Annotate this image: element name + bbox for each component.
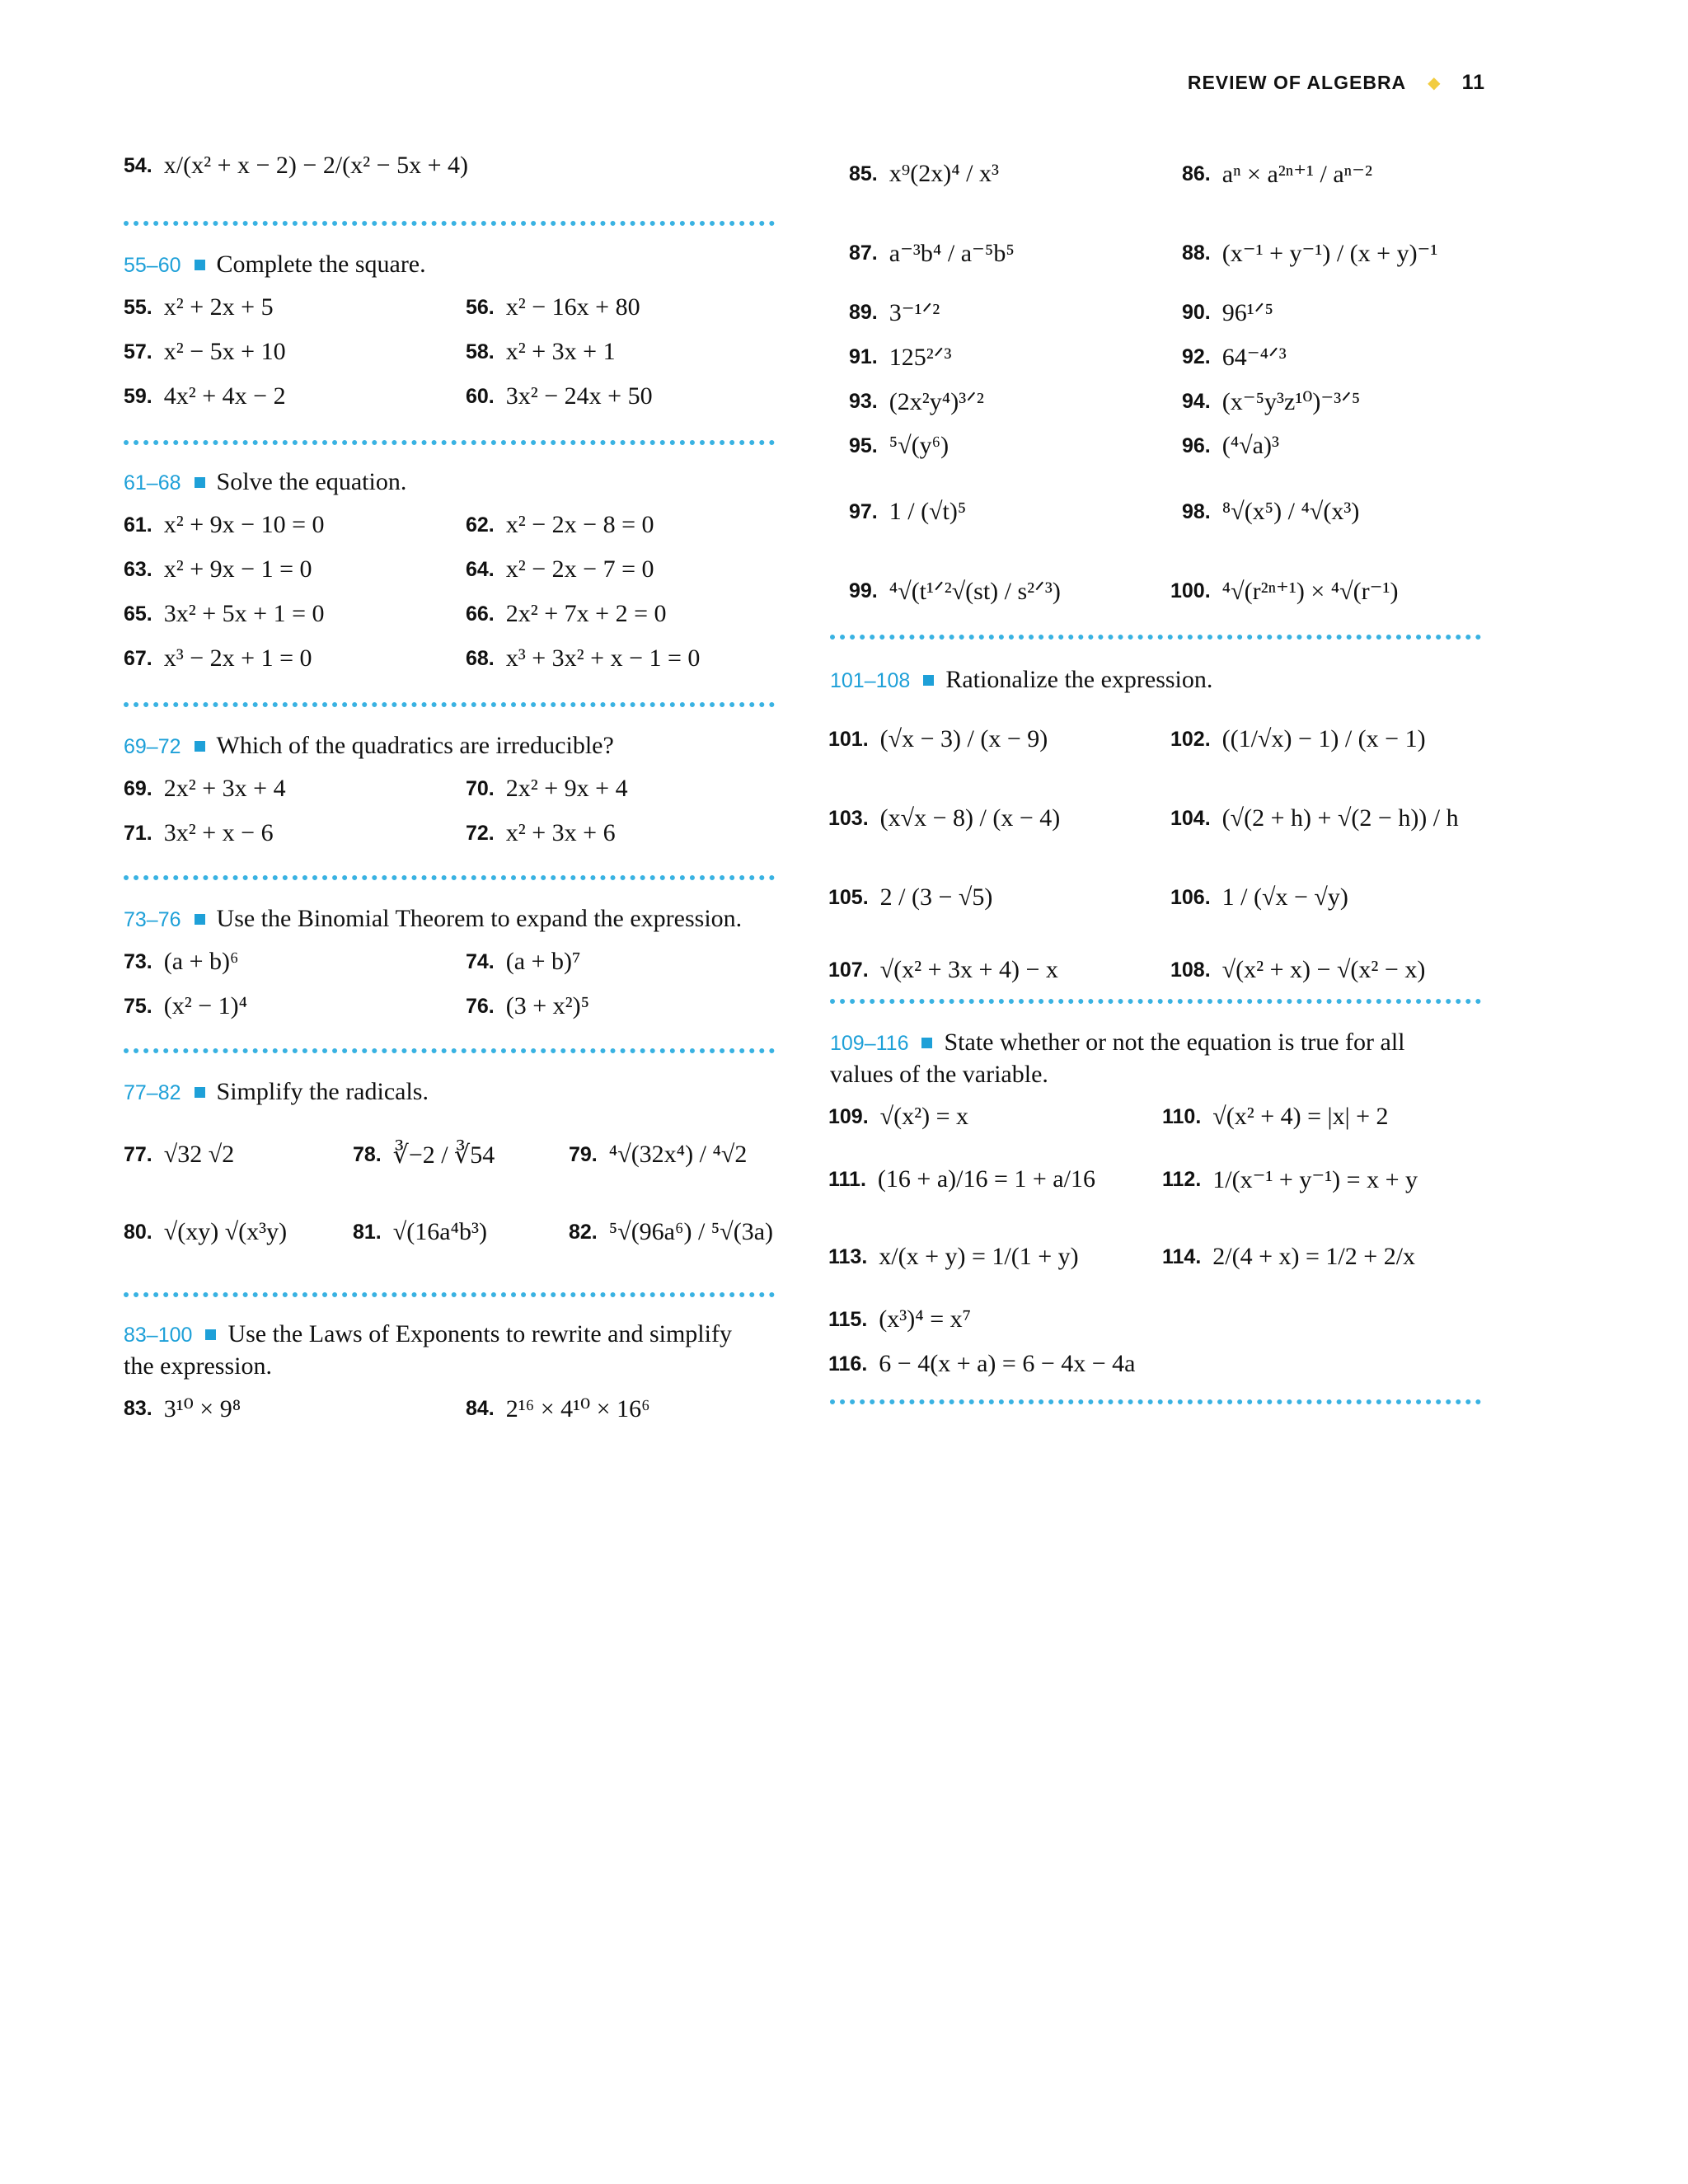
problem-55 — [124, 293, 274, 321]
math-expression: √(x² + 4) = |x| + 2 — [1212, 1103, 1389, 1130]
diamond-icon: ◆ — [1428, 74, 1441, 92]
problem-87 — [849, 239, 1015, 268]
problem-73 — [124, 948, 238, 976]
math-expression: aⁿ × a²ⁿ⁺¹ / aⁿ⁻² — [1221, 161, 1372, 188]
section-divider — [124, 1292, 775, 1297]
problem-92 — [1182, 343, 1287, 372]
math-expression: 2¹⁶ × 4¹⁰ × 16⁶ — [505, 1395, 650, 1422]
problem-number: 89. — [849, 301, 878, 324]
math-expression: 4x² + 4x − 2 — [163, 382, 286, 410]
math-expression: 1 / (√t)⁵ — [889, 498, 967, 525]
problem-60 — [466, 382, 653, 410]
square-bullet-icon — [195, 914, 205, 925]
section-range: 83–100 — [124, 1324, 193, 1347]
math-expression: 2x² + 7x + 2 = 0 — [505, 600, 667, 627]
problem-number: 97. — [849, 499, 878, 523]
section-divider — [124, 1048, 775, 1053]
square-bullet-icon — [195, 477, 205, 488]
math-expression: x² − 2x − 7 = 0 — [505, 555, 654, 583]
problem-108 — [1170, 956, 1425, 984]
problem-number: 83. — [124, 1397, 152, 1420]
problem-96 — [1182, 432, 1279, 460]
math-expression: ⁵√(96a⁶) / ⁵√(3a) — [608, 1218, 773, 1245]
problem-86 — [1182, 160, 1372, 189]
math-expression: ((1/√x) − 1) / (x − 1) — [1221, 725, 1426, 752]
problem-107 — [828, 956, 1058, 984]
problem-113 — [828, 1243, 1079, 1271]
problem-number: 78. — [353, 1143, 382, 1166]
math-expression: 3x² − 24x + 50 — [505, 382, 653, 410]
math-expression: √32 √2 — [163, 1141, 235, 1168]
problem-number: 113. — [828, 1244, 868, 1268]
page-number: 11 — [1461, 71, 1485, 94]
problem-71 — [124, 819, 274, 847]
problem-106 — [1170, 883, 1348, 912]
problem-80 — [124, 1218, 287, 1246]
section-range: 69–72 — [124, 735, 181, 758]
problem-number: 115. — [828, 1307, 868, 1331]
problem-number: 103. — [828, 806, 869, 830]
section-heading-109-116 — [830, 1027, 1465, 1090]
problem-79 — [569, 1141, 747, 1169]
math-expression: ⁵√(y⁶) — [889, 432, 950, 459]
problem-number: 73. — [124, 949, 152, 973]
section-heading-83-100 — [124, 1319, 767, 1382]
square-bullet-icon — [195, 260, 205, 270]
problem-84 — [466, 1394, 650, 1423]
section-heading-77-82 — [124, 1076, 775, 1108]
problem-number: 93. — [849, 390, 878, 413]
problem-97 — [849, 498, 966, 526]
problem-number: 85. — [849, 162, 878, 185]
problem-number: 63. — [124, 557, 152, 581]
math-expression: x² + 9x − 1 = 0 — [163, 555, 312, 583]
problem-93 — [849, 387, 984, 416]
math-expression: State whether or not the equation is true for all values of the variable. — [830, 1029, 1405, 1088]
problem-59 — [124, 382, 286, 410]
problem-103 — [828, 804, 1060, 832]
problem-number: 87. — [849, 241, 878, 265]
math-expression: x³ − 2x + 1 = 0 — [163, 644, 312, 672]
square-bullet-icon — [205, 1329, 216, 1340]
problem-66 — [466, 600, 667, 628]
problem-75 — [124, 992, 247, 1020]
problem-99 — [849, 577, 1061, 606]
problem-number: 75. — [124, 994, 152, 1018]
section-range: 61–68 — [124, 471, 181, 494]
math-expression: (x⁻¹ + y⁻¹) / (x + y)⁻¹ — [1221, 240, 1438, 267]
math-expression: (a + b)⁷ — [505, 948, 581, 975]
problem-number: 86. — [1182, 162, 1211, 185]
problem-88 — [1182, 239, 1437, 268]
math-expression: x² − 16x + 80 — [505, 293, 640, 321]
problem-number: 58. — [466, 340, 495, 363]
problem-82 — [569, 1218, 773, 1246]
problem-number: 56. — [466, 295, 495, 319]
math-expression: ⁸√(x⁵) / ⁴√(x³) — [1221, 498, 1360, 525]
problem-62 — [466, 511, 654, 539]
problem-78 — [353, 1141, 495, 1169]
problem-74 — [466, 948, 580, 976]
square-bullet-icon — [195, 1087, 205, 1098]
chapter-title: REVIEW OF ALGEBRA — [1187, 72, 1407, 93]
problem-number: 62. — [466, 513, 495, 537]
math-expression: Simplify the radicals. — [216, 1078, 429, 1105]
problem-81 — [353, 1218, 487, 1246]
math-expression: 3x² + x − 6 — [163, 819, 274, 846]
math-expression: 2/(4 + x) = 1/2 + 2/x — [1212, 1243, 1416, 1270]
math-expression: Rationalize the expression. — [945, 666, 1213, 693]
problem-number: 88. — [1182, 241, 1211, 265]
square-bullet-icon — [195, 741, 205, 752]
math-expression: ⁴√(t¹ᐟ²√(st) / s²ᐟ³) — [889, 578, 1061, 605]
problem-number: 61. — [124, 513, 152, 537]
problem-number: 102. — [1170, 727, 1211, 751]
problem-68 — [466, 644, 700, 673]
math-expression: 1 / (√x − √y) — [1221, 883, 1348, 911]
math-expression: x² + 9x − 10 = 0 — [163, 511, 325, 538]
math-expression: 3x² + 5x + 1 = 0 — [163, 600, 325, 627]
problem-number: 60. — [466, 384, 495, 408]
problem-90 — [1182, 298, 1273, 327]
math-expression: (2x²y⁴)³ᐟ² — [889, 388, 984, 415]
problem-57 — [124, 338, 286, 366]
problem-number: 68. — [466, 646, 495, 670]
math-expression: √(16a⁴b³) — [392, 1218, 487, 1245]
problem-58 — [466, 338, 616, 366]
section-range: 73–76 — [124, 908, 181, 931]
problem-number: 114. — [1162, 1244, 1202, 1268]
math-expression: x² + 2x + 5 — [163, 293, 274, 321]
problem-number: 106. — [1170, 885, 1211, 909]
section-range: 109–116 — [830, 1032, 909, 1055]
problem-98 — [1182, 498, 1359, 526]
problem-number: 67. — [124, 646, 152, 670]
problem-number: 109. — [828, 1104, 869, 1128]
section-divider — [124, 702, 775, 707]
problem-91 — [849, 343, 951, 372]
section-divider — [830, 999, 1481, 1004]
problem-number: 64. — [466, 557, 495, 581]
section-divider — [124, 440, 775, 445]
math-expression: Which of the quadratics are irreducible? — [216, 732, 614, 759]
problem-110 — [1162, 1103, 1389, 1131]
math-expression: x⁹(2x)⁴ / x³ — [889, 160, 999, 187]
problem-95 — [849, 432, 949, 460]
problem-101 — [828, 725, 1048, 753]
problem-number: 92. — [1182, 345, 1211, 368]
math-expression: x² − 5x + 10 — [163, 338, 286, 365]
problem-85 — [849, 160, 999, 188]
problem-number: 91. — [849, 345, 878, 368]
problem-111 — [828, 1165, 1095, 1193]
problem-number: 111. — [828, 1167, 866, 1191]
problem-102 — [1170, 725, 1426, 753]
problem-number: 57. — [124, 340, 152, 363]
problem-number: 66. — [466, 602, 495, 626]
math-expression: (3 + x²)⁵ — [505, 992, 590, 1019]
math-expression: 64⁻⁴ᐟ³ — [1221, 344, 1287, 371]
math-expression: 96¹ᐟ⁵ — [1221, 299, 1273, 326]
problem-72 — [466, 819, 616, 847]
section-range: 55–60 — [124, 254, 181, 277]
problem-56 — [466, 293, 640, 321]
math-expression: 125²ᐟ³ — [889, 344, 952, 371]
section-range: 77–82 — [124, 1081, 181, 1104]
math-expression: 3¹⁰ × 9⁸ — [163, 1395, 241, 1422]
math-expression: Solve the equation. — [216, 468, 407, 495]
math-expression: √(x² + 3x + 4) − x — [879, 956, 1058, 983]
problem-54 — [124, 152, 468, 180]
problem-number: 105. — [828, 885, 869, 909]
math-expression: Use the Binomial Theorem to expand the expression. — [216, 905, 743, 932]
problem-number: 99. — [849, 579, 878, 602]
problem-number: 94. — [1182, 390, 1211, 413]
problem-number: 77. — [124, 1142, 152, 1166]
problem-number: 54. — [124, 153, 152, 177]
math-expression: (x√x − 8) / (x − 4) — [879, 804, 1061, 832]
square-bullet-icon — [921, 1038, 932, 1048]
problem-number: 96. — [1182, 434, 1211, 457]
problem-number: 98. — [1182, 499, 1211, 523]
math-expression: (√(2 + h) + √(2 − h)) / h — [1221, 804, 1459, 832]
math-expression: 2x² + 9x + 4 — [505, 775, 628, 802]
problem-number: 59. — [124, 384, 152, 408]
math-expression: x² − 2x − 8 = 0 — [505, 511, 654, 538]
math-expression: 1/(x⁻¹ + y⁻¹) = x + y — [1212, 1166, 1418, 1193]
math-expression: (a + b)⁶ — [163, 948, 239, 975]
section-divider — [124, 221, 775, 226]
problem-number: 80. — [124, 1220, 152, 1244]
problem-number: 69. — [124, 776, 152, 800]
problem-number: 76. — [466, 994, 495, 1018]
problem-number: 82. — [569, 1220, 598, 1244]
math-expression: x/(x + y) = 1/(1 + y) — [879, 1243, 1079, 1270]
math-expression: 2 / (3 − √5) — [879, 883, 993, 911]
math-expression: ∛−2 / ∛54 — [392, 1141, 495, 1169]
problem-number: 65. — [124, 602, 152, 626]
problem-number: 101. — [828, 727, 869, 751]
section-heading-61-68 — [124, 466, 775, 499]
problem-number: 71. — [124, 821, 152, 845]
math-expression: x² + 3x + 1 — [505, 338, 616, 365]
math-expression: √(x²) = x — [879, 1103, 969, 1130]
problem-116 — [828, 1350, 1136, 1378]
math-expression: 3⁻¹ᐟ² — [889, 299, 940, 326]
problem-67 — [124, 644, 312, 673]
math-expression: (⁴√a)³ — [1221, 432, 1279, 459]
problem-64 — [466, 555, 654, 583]
problem-94 — [1182, 387, 1360, 416]
math-expression: (x³)⁴ = x⁷ — [879, 1305, 972, 1333]
problem-83 — [124, 1394, 241, 1423]
problem-115 — [828, 1305, 971, 1333]
problem-number: 100. — [1170, 579, 1211, 602]
math-expression: √(xy) √(x³y) — [163, 1218, 288, 1245]
problem-77 — [124, 1141, 234, 1169]
problem-number: 55. — [124, 295, 152, 319]
problem-number: 110. — [1162, 1104, 1202, 1128]
math-expression: Complete the square. — [216, 251, 426, 278]
problem-89 — [849, 298, 940, 327]
section-heading-69-72 — [124, 730, 775, 762]
square-bullet-icon — [923, 675, 934, 686]
problem-104 — [1170, 804, 1459, 832]
problem-105 — [828, 883, 992, 912]
running-header — [1188, 71, 1485, 95]
section-divider — [830, 635, 1481, 640]
problem-number: 81. — [353, 1220, 382, 1244]
math-expression: 2x² + 3x + 4 — [163, 775, 286, 802]
math-expression: x² + 3x + 6 — [505, 819, 616, 846]
math-expression: ⁴√(r²ⁿ⁺¹) × ⁴√(r⁻¹) — [1221, 578, 1399, 605]
problem-69 — [124, 775, 286, 803]
problem-number: 70. — [466, 776, 495, 800]
problem-number: 72. — [466, 821, 495, 845]
problem-number: 104. — [1170, 806, 1211, 830]
problem-109 — [828, 1103, 968, 1131]
problem-114 — [1162, 1243, 1415, 1271]
section-heading-73-76 — [124, 903, 775, 935]
problem-76 — [466, 992, 589, 1020]
problem-70 — [466, 775, 628, 803]
problem-number: 112. — [1162, 1168, 1202, 1191]
problem-112 — [1162, 1165, 1418, 1194]
problem-63 — [124, 555, 312, 583]
problem-65 — [124, 600, 325, 628]
section-heading-101-108 — [830, 664, 1481, 696]
problem-number: 79. — [569, 1142, 598, 1166]
section-divider — [124, 875, 775, 880]
problem-number: 107. — [828, 958, 869, 982]
problem-100 — [1170, 577, 1398, 606]
problem-61 — [124, 511, 325, 539]
problem-number: 116. — [828, 1352, 868, 1376]
math-expression: (√x − 3) / (x − 9) — [879, 725, 1048, 752]
math-expression: 6 − 4(x + a) = 6 − 4x − 4a — [879, 1350, 1136, 1377]
math-expression: x³ + 3x² + x − 1 = 0 — [505, 644, 701, 672]
math-expression: √(x² + x) − √(x² − x) — [1221, 956, 1426, 983]
section-heading-55-60 — [124, 249, 775, 281]
math-expression: ⁴√(32x⁴) / ⁴√2 — [608, 1141, 748, 1168]
section-range: 101–108 — [830, 669, 911, 692]
section-divider — [830, 1399, 1481, 1404]
problem-number: 108. — [1170, 958, 1211, 982]
math-expression: a⁻³b⁴ / a⁻⁵b⁵ — [889, 240, 1015, 267]
math-expression: x/(x² + x − 2) − 2/(x² − 5x + 4) — [163, 152, 468, 179]
math-expression: (x⁻⁵y³z¹⁰)⁻³ᐟ⁵ — [1221, 388, 1361, 415]
problem-number: 84. — [466, 1397, 495, 1420]
problem-number: 74. — [466, 949, 495, 973]
problem-number: 90. — [1182, 301, 1211, 324]
math-expression: (16 + a)/16 = 1 + a/16 — [877, 1165, 1095, 1193]
problem-number: 95. — [849, 434, 878, 457]
math-expression: (x² − 1)⁴ — [163, 992, 248, 1019]
math-expression: Use the Laws of Exponents to rewrite and simplify the expression. — [124, 1320, 732, 1380]
